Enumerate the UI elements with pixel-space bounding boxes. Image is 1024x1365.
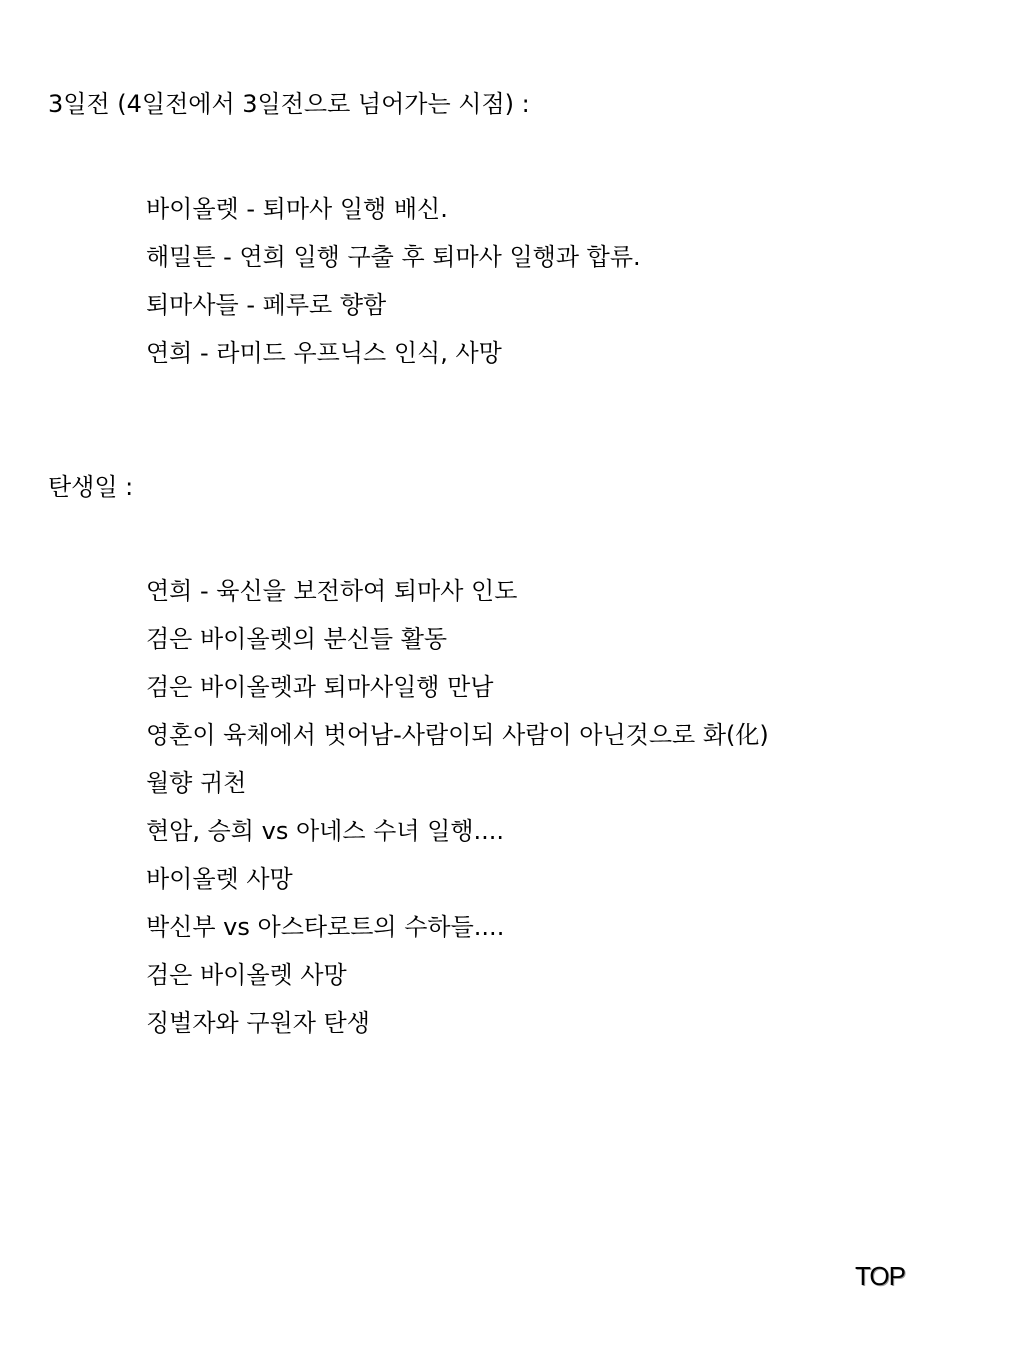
list-item: 해밀튼 - 연희 일행 구출 후 퇴마사 일행과 합류. — [146, 243, 641, 271]
list-item: 퇴마사들 - 페루로 향함 — [146, 291, 387, 319]
section-heading-birth-day: 탄생일 : — [48, 473, 134, 501]
list-item: 월향 귀천 — [146, 769, 247, 797]
list-item: 연희 - 라미드 우프닉스 인식, 사망 — [146, 339, 502, 367]
list-item: 바이올렛 - 퇴마사 일행 배신. — [146, 195, 448, 223]
section-heading-3-days-before: 3일전 (4일전에서 3일전으로 넘어가는 시점) : — [48, 90, 530, 118]
event-list-birth-day — [146, 567, 769, 1047]
list-item: 바이올렛 사망 — [146, 865, 293, 893]
list-item: 검은 바이올렛의 분신들 활동 — [146, 625, 448, 653]
top-link[interactable]: TOP — [855, 1261, 905, 1291]
list-item: 박신부 vs 아스타로트의 수하들.... — [146, 913, 505, 941]
list-item: 연희 - 육신을 보전하여 퇴마사 인도 — [146, 577, 518, 605]
list-item: 검은 바이올렛 사망 — [146, 961, 347, 989]
list-item: 영혼이 육체에서 벗어남-사람이되 사람이 아닌것으로 화(化) — [146, 721, 769, 749]
list-item: 징벌자와 구원자 탄생 — [146, 1009, 370, 1037]
list-item: 검은 바이올렛과 퇴마사일행 만남 — [146, 673, 494, 701]
list-item: 현암, 승희 vs 아네스 수녀 일행.... — [146, 817, 505, 845]
event-list-3-days-before — [146, 185, 641, 377]
